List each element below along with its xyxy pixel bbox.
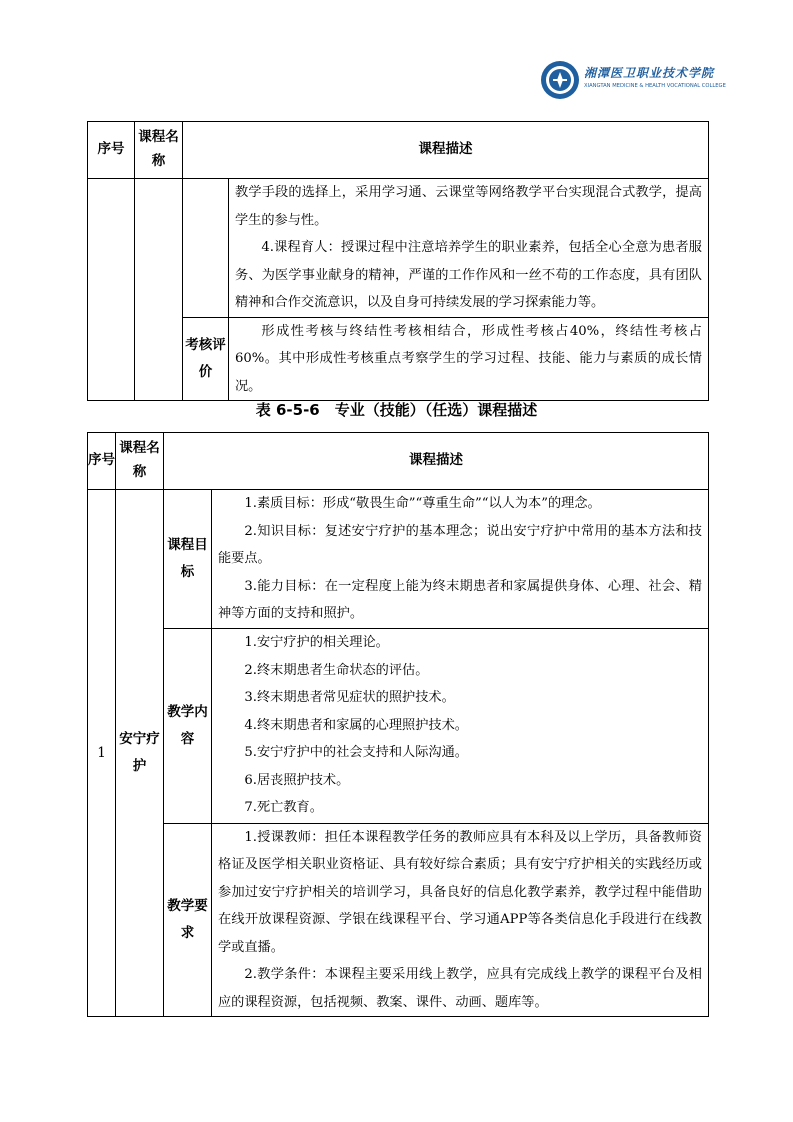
- col-header-desc: 课程描述: [164, 433, 709, 490]
- requirement-item: 1.授课教师：担任本课程教学任务的教师应具有本科及以上学历，具备教师资格证及医学相关职业资格证、具有较好综合素质；具有安宁疗护相关的实践经历或参加过安宁疗护相关的培训学习，具备良好的信息化教学素养，教学过程中能借助在线开放课程资源、学银在线课程平台、学习通APP等各类信息化手段进行在线教学或直播。: [218, 829, 702, 955]
- col-header-desc: 课程描述: [183, 122, 709, 179]
- course-table-continued: [87, 121, 709, 401]
- college-logo: [540, 58, 726, 104]
- col-header-name: 课程名称: [116, 433, 164, 490]
- content-item: 1.安宁疗护的相关理论。: [244, 635, 389, 651]
- goals-label: 课程目标: [164, 490, 212, 629]
- content-label: 教学内容: [164, 628, 212, 823]
- course-education-text: 4.课程育人：授课过程中注意培养学生的职业素养，包括全心全意为患者服务、为医学事业献身的精神，严谨的工作作风和一丝不苟的工作态度，具有团队精神和合作交流意识，以及自身可持续发展的学习探索能力等。: [235, 240, 702, 310]
- course-number: 1: [88, 490, 116, 1017]
- col-header-no: 序号: [88, 433, 116, 490]
- content-item: 6.居丧照护技术。: [244, 772, 350, 788]
- requirements-cell: [212, 823, 709, 1017]
- goal-item: 1.素质目标：形成“敬畏生命”“尊重生命”“以人为本”的理念。: [244, 496, 601, 511]
- assessment-text: 形成性考核与终结性考核相结合，形成性考核占40%，终结性考核占60%。其中形成性考核重点考察学生的学习过程、技能、能力与素质的成长情况。: [229, 317, 709, 401]
- school-name-en: XIANGTAN MEDICINE & HEALTH VOCATIONAL COLLEGE: [584, 83, 726, 89]
- requirement-item: 2.教学条件：本课程主要采用线上教学，应具有完成线上教学的课程平台及相应的课程资源，包括视频、教案、课件、动画、题库等。: [218, 967, 702, 1010]
- school-name-cn: 湘潭医卫职业技术学院: [584, 66, 715, 80]
- goal-item: 3.能力目标：在一定程度上能为终末期患者和家属提供身体、心理、社会、精神等方面的支持和照护。: [218, 578, 702, 621]
- content-cell: [212, 628, 709, 823]
- goals-cell: [212, 490, 709, 629]
- cell-no-cont: [88, 179, 135, 401]
- col-header-name: 课程名称: [135, 122, 183, 179]
- cell-name-cont: [135, 179, 183, 401]
- table-caption: 表 6-5-6 专业（技能）（任选）课程描述: [255, 401, 538, 419]
- content-item: 7.死亡教育。: [244, 800, 323, 816]
- content-item: 4.终末期患者和家属的心理照护技术。: [244, 717, 468, 733]
- content-item: 3.终末期患者常见症状的照护技术。: [244, 690, 455, 706]
- goal-item: 2.知识目标：复述安宁疗护的基本理念；说出安宁疗护中常用的基本方法和技能要点。: [218, 523, 702, 566]
- requirements-label: 教学要求: [164, 823, 212, 1017]
- college-seal-icon: [540, 60, 580, 100]
- assessment-label: 考核评价: [183, 317, 229, 401]
- course-table-elective: [87, 432, 709, 1017]
- cell-label-cont: [183, 179, 229, 318]
- content-item: 5.安宁疗护中的社会支持和人际沟通。: [244, 745, 468, 761]
- col-header-no: 序号: [88, 122, 135, 179]
- method-cont-cell: [229, 179, 709, 318]
- method-cont-line: 教学手段的选择上，采用学习通、云课堂等网络教学平台实现混合式教学，提高学生的参与性。: [235, 185, 702, 228]
- content-item: 2.终末期患者生命状态的评估。: [244, 662, 429, 678]
- course-name: 安宁疗护: [116, 490, 164, 1017]
